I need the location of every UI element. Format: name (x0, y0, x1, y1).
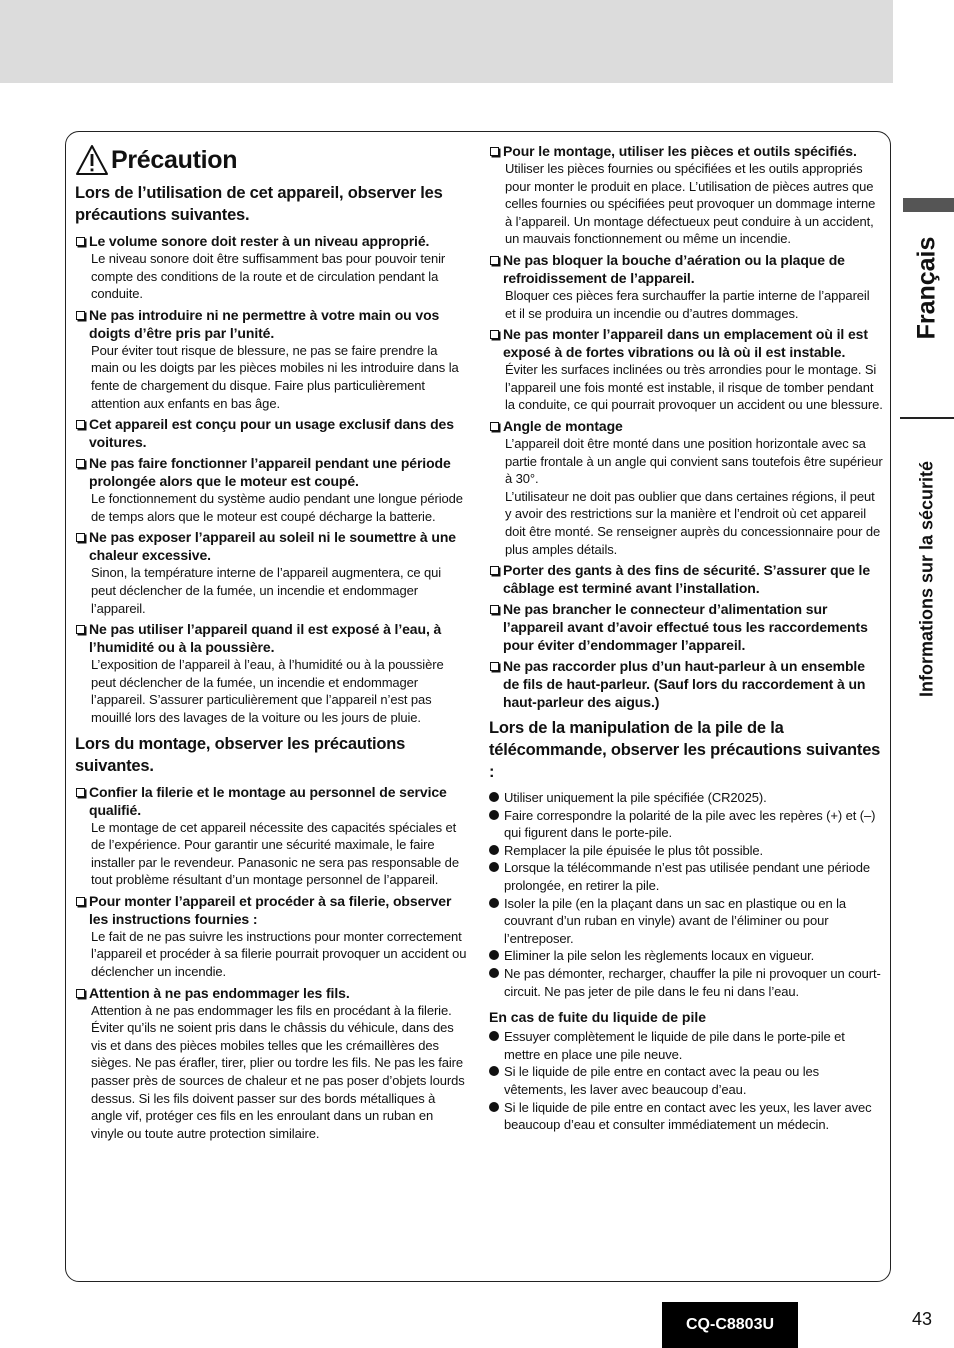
checkbox-square-icon (490, 566, 499, 575)
precaution-item (75, 984, 468, 1143)
precaution-item (75, 232, 468, 303)
precaution-item-heading-text: Ne pas introduire ni ne permettre à votre main ou vos doigts d’être pris par l’unité. (89, 306, 440, 341)
precaution-item-heading-text: Ne pas utiliser l’appareil quand il est exposé à l’eau, à l’humidité ou à la poussière. (89, 621, 442, 656)
battery-heading: Lors de la manipulation de la pile de la télécommande, observer les précautions suivantes : (489, 719, 881, 782)
precaution-item-heading-text: Angle de montage (503, 417, 623, 434)
precaution-item-heading (489, 600, 883, 654)
bullet-dot-icon (489, 1031, 499, 1041)
precaution-item (75, 783, 468, 889)
precaution-item-paragraph: Le fait de ne pas suivre les instructions pour monter correctement l’appareil et procéder à sa filerie pourrait provoquer un accident ou déclencher un incendie. (91, 928, 467, 980)
precaution-item-heading-text: Le volume sonore doit rester à un niveau approprié. (89, 233, 430, 249)
precaution-item (75, 415, 468, 451)
precaution-item-heading (489, 251, 883, 287)
side-tab-language: Français (912, 236, 941, 340)
checkbox-square-icon (76, 311, 85, 320)
precaution-item-body (505, 435, 883, 558)
precaution-item-paragraph: Le montage de cet appareil nécessite des capacités spéciales et de l’expérience. Pour garantir une sécurité maximale, le faire installer par le revendeur. Panasonic ne sera pas responsable de tout problème résultant d’un montage personnel de l’appareil. (91, 819, 459, 888)
bullet-dot-icon (489, 792, 499, 802)
precaution-item-paragraph: L’utilisateur ne doit pas oublier que dans certaines régions, il peut y avoir des restrictions sur la manière et l’endroit où cet appareil doit être monté. Se renseigner auprès du concessionnaire pour de plus amples détails. (505, 488, 881, 557)
battery-list (489, 789, 883, 1000)
checkbox-square-icon (490, 147, 499, 156)
leak-heading: En cas de fuite du liquide de pile (489, 1009, 707, 1026)
precaution-item (489, 561, 883, 597)
precaution-item-paragraph: Éviter les surfaces inclinées ou très arrondies pour le montage. Si l’appareil une fois monté est instable, il risque de tomber pendant la conduite, ce qui pourrait provoquer un accident ou une blessure. (505, 362, 883, 413)
side-tab-section: Informations sur la sécurité (916, 460, 937, 698)
precaution-item (75, 528, 468, 617)
checkbox-square-icon (76, 788, 85, 797)
bullet-item-text: Lorsque la télécommande n’est pas utilisée pendant une période prolongée, en retirer la pile. (504, 860, 870, 894)
bullet-item (489, 965, 883, 1000)
precaution-item-heading (75, 454, 468, 490)
leak-list (489, 1028, 883, 1134)
precaution-item-paragraph: Le fonctionnement du système audio pendant une longue période de temps alors que le moteur est coupé décharge la batterie. (91, 491, 463, 524)
model-badge: CQ-C8803U (662, 1302, 798, 1348)
bullet-dot-icon (489, 862, 499, 872)
bullet-dot-icon (489, 1066, 499, 1076)
checkbox-square-icon (490, 330, 499, 339)
usage-heading: Lors de l’utilisation de cet appareil, observer les précautions suivantes. (75, 184, 443, 224)
precaution-item-body (505, 160, 883, 248)
precaution-item-heading-text: Attention à ne pas endommager les fils. (89, 984, 350, 1001)
precaution-item-heading (75, 620, 468, 656)
bullet-item-text: Faire correspondre la polarité de la pile avec les repères (+) et (–) qui figurent dans le porte-pile. (504, 807, 876, 841)
precaution-item-heading-text: Ne pas exposer l’appareil au soleil ni le soumettre à une chaleur excessive. (89, 529, 456, 564)
bullet-dot-icon (489, 1102, 499, 1112)
bullet-item-text: Remplacer la pile épuisée le plus tôt possible. (504, 842, 764, 858)
right-items (489, 142, 883, 711)
page-title (75, 142, 468, 178)
bullet-dot-icon (489, 810, 499, 820)
bullet-item (489, 1063, 883, 1098)
precaution-item (75, 620, 468, 726)
bullet-item (489, 859, 883, 894)
bullet-item-text: Si le liquide de pile entre en contact avec les yeux, les laver avec beaucoup d’eau et consulter immédiatement un médecin. (504, 1099, 872, 1133)
precaution-item-heading (489, 417, 883, 435)
precaution-item-heading-text: Porter des gants à des fins de sécurité. S’assurer que le câblage est terminé avant l’installation. (503, 562, 871, 597)
checkbox-square-icon (76, 989, 85, 998)
bullet-dot-icon (489, 898, 499, 908)
precaution-item-heading (75, 415, 468, 451)
precaution-item (489, 417, 883, 558)
precaution-item-heading-text: Ne pas bloquer la bouche d’aération ou la plaque de refroidissement de l’appareil. (503, 251, 845, 286)
checkbox-square-icon (76, 237, 85, 246)
side-tab (900, 195, 954, 955)
precaution-item-heading (75, 232, 468, 250)
precaution-item-heading (75, 306, 468, 342)
bullet-item (489, 947, 883, 965)
precaution-item-body (91, 564, 468, 617)
precaution-frame (65, 131, 891, 1282)
precaution-item-paragraph: Attention à ne pas endommager les fils en procédant à la filerie. Éviter qu’ils ne soient pris dans le châssis du véhicule, dans des vis et dans des pièces mobiles telles que les crémaillères des sièges. Ne pas érafler, tirer, plier ou tordre les fils. Ne pas les faire passer près de sources de chaleur et ne pas poser d’objets lourds dessus. Si les fils doivent passer sur des bords métalliques à angle vif, protéger ces fils en les enroulant dans un ruban en vinyle ou toute autre protection similaire. (91, 1002, 465, 1141)
precaution-item-body (91, 342, 468, 412)
mount-items (75, 783, 468, 1143)
precaution-item-paragraph: Bloquer ces pièces fera surchauffer la partie interne de l’appareil et il se produira un incendie ou d’autres dommages. (505, 287, 870, 321)
bullet-item-text: Eliminer la pile selon les règlements locaux en vigueur. (504, 948, 815, 964)
precaution-item-paragraph: Utiliser les pièces fournies ou spécifiées et les outils appropriés pour monter le produit en place. L’utilisation de pièces autres que celles fournies ou spécifiées peut provoquer un dommage interne à l’appareil. Un montage défectueux peut conduire à un accident, un mauvais fonctionnement ou même un incendie. (505, 161, 876, 247)
precaution-item-heading-text: Pour monter l’appareil et procéder à sa filerie, observer les instructions fournies : (89, 892, 452, 927)
bullet-item (489, 807, 883, 842)
mount-heading: Lors du montage, observer les précautions suivantes. (75, 734, 406, 775)
precaution-item-heading (489, 325, 883, 361)
bullet-item (489, 789, 883, 807)
checkbox-square-icon (76, 420, 85, 429)
bullet-item-text: Isoler la pile (en la plaçant dans un sac en plastique ou en la couvrant d’un ruban en vinyle) avant de l’éliminer ou pour l’entreposer. (504, 895, 847, 946)
precaution-item-heading-text: Ne pas raccorder plus d’un haut-parleur à un ensemble de fils de haut-parleur. (Sauf lors du raccordement à un haut-parleur des aigus.) (503, 658, 866, 711)
precaution-item-body (91, 490, 468, 525)
precaution-item-heading-text: Confier la filerie et le montage au personnel de service qualifié. (89, 783, 447, 818)
bullet-dot-icon (489, 968, 499, 978)
precaution-item (75, 306, 468, 412)
bullet-item-text: Utiliser uniquement la pile spécifiée (CR2025). (504, 790, 767, 806)
precaution-item-paragraph: Pour éviter tout risque de blessure, ne pas se faire prendre la main ou les doigts par les pièces mobiles ni les introduire dans la fente de chargement du disque. Faire plus particulièrement attention aux enfants en bas âge. (91, 342, 459, 411)
bullet-dot-icon (489, 950, 499, 960)
precaution-item-body (505, 287, 883, 322)
precaution-item-heading (75, 984, 468, 1002)
warning-triangle-icon (75, 144, 109, 176)
precaution-item (75, 892, 468, 981)
bullet-item-text: Essuyer complètement le liquide de pile dans le porte-pile et mettre en place une pile neuve. (504, 1029, 845, 1062)
checkbox-square-icon (76, 459, 85, 468)
precaution-item-heading (75, 892, 468, 928)
precaution-item-body (91, 928, 468, 981)
checkbox-square-icon (76, 625, 85, 634)
precaution-item-body (505, 361, 883, 414)
precaution-item-body (91, 656, 468, 726)
checkbox-square-icon (76, 533, 85, 542)
checkbox-square-icon (490, 605, 499, 614)
checkbox-square-icon (490, 662, 499, 671)
bullet-item (489, 895, 883, 948)
bullet-dot-icon (489, 845, 499, 855)
precaution-item-heading-text: Ne pas brancher le connecteur d’alimentation sur l’appareil avant d’avoir effectué tous les raccordements pour éviter d’endommager l’appareil. (503, 601, 868, 654)
checkbox-square-icon (490, 256, 499, 265)
bullet-item (489, 1099, 883, 1134)
bullet-item (489, 1028, 883, 1063)
precaution-item (75, 454, 468, 525)
precaution-item (489, 325, 883, 414)
precaution-item-body (91, 1002, 468, 1143)
precaution-item-heading (489, 142, 883, 160)
precaution-item-body (91, 250, 468, 303)
precaution-item (489, 142, 883, 248)
left-column (75, 142, 468, 1145)
precaution-item-heading-text: Ne pas monter l’appareil dans un emplacement où il est exposé à de fortes vibrations ou là où il est instable. (503, 326, 868, 361)
precaution-item-heading-text: Cet appareil est conçu pour un usage exclusif dans des voitures. (89, 416, 454, 451)
precaution-item (489, 600, 883, 654)
page-number: 43 (912, 1309, 933, 1329)
checkbox-square-icon (76, 897, 85, 906)
usage-items (75, 232, 468, 727)
header-band (0, 0, 893, 83)
precaution-item-heading (489, 561, 883, 597)
precaution-item-paragraph: Le niveau sonore doit être suffisamment bas pour pouvoir tenir compte des conditions de la route et de circulation pendant la conduite. (91, 251, 446, 302)
precaution-item-heading-text: Pour le montage, utiliser les pièces et outils spécifiés. (503, 143, 857, 159)
bullet-item (489, 842, 883, 860)
precaution-item-heading (75, 528, 468, 564)
page-title-text: Précaution (111, 145, 238, 174)
bullet-item-text: Ne pas démonter, recharger, chauffer la pile ni provoquer un court-circuit. Ne pas jeter de pile dans le feu ni dans l’eau. (504, 966, 881, 999)
precaution-item-paragraph: Sinon, la température interne de l’appareil augmentera, ce qui peut déclencher de la fumée, un incendie et endommager l’appareil. (91, 565, 442, 616)
side-tab-divider (900, 417, 954, 419)
precaution-item (489, 251, 883, 322)
checkbox-square-icon (490, 422, 499, 431)
precaution-item-heading-text: Ne pas faire fonctionner l’appareil pendant une période prolongée alors que le moteur est coupé. (89, 455, 451, 490)
precaution-item-heading (489, 657, 883, 711)
precaution-item-heading (75, 783, 468, 819)
bullet-item-text: Si le liquide de pile entre en contact avec la peau ou les vêtements, les laver avec beaucoup d’eau. (504, 1064, 820, 1097)
precaution-item-body (91, 819, 468, 889)
right-column (489, 142, 883, 1134)
precaution-item (489, 657, 883, 711)
side-tab-bar (903, 198, 954, 212)
precaution-item-paragraph: L’appareil doit être monté dans une position horizontale avec sa partie frontale à un angle qui convient sans toutefois être supérieur à 30°. (505, 435, 883, 487)
precaution-item-paragraph: L’exposition de l’appareil à l’eau, à l’humidité ou à la poussière peut déclencher de la fumée, un incendie et endommager l’appareil. S’assurer particulièrement que l’appareil n’est pas mouillé lors des lavages de la voiture ou les jours de pluie. (91, 657, 444, 725)
